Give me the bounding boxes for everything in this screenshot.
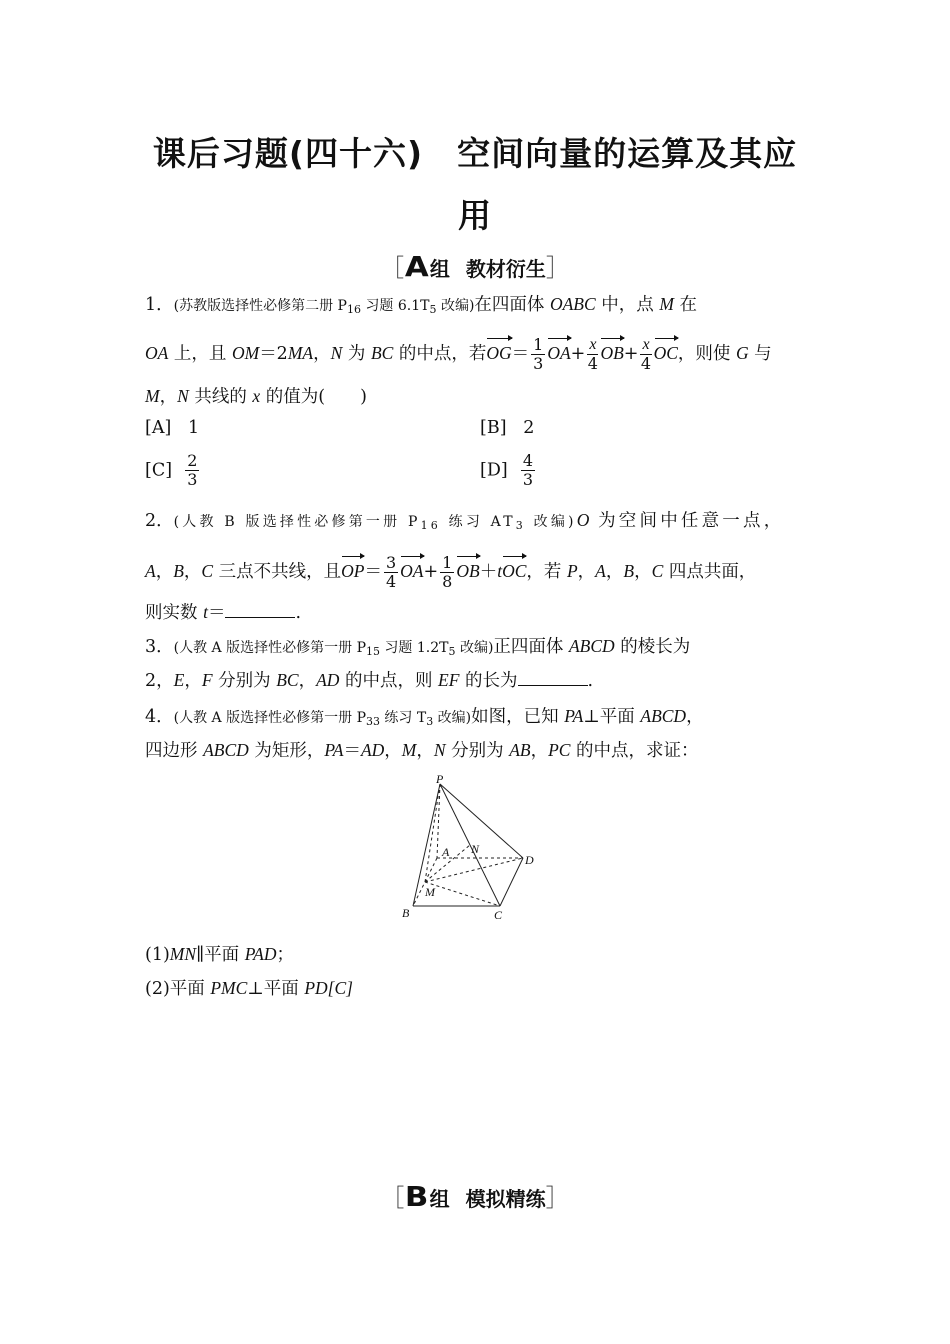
fraction: $\frac{1}{8}$ (442, 553, 453, 591)
bracket-close: ］ (545, 254, 570, 282)
q4-source: (人教 A 版选择性必修第一册 $P_{33}$ 练习 $T_3$ 改编) (173, 710, 472, 728)
label-b: B (402, 906, 410, 920)
answer-blank[interactable] (518, 669, 588, 686)
group-letter: B (405, 1180, 429, 1213)
edge-pd (440, 784, 523, 858)
group-label: 组 (429, 257, 450, 281)
q3-source: (人教 A 版选择性必修第一册 $P_{15}$ 习题 $1.2T_5$ 改编) (173, 640, 494, 658)
q1-line1: 1．(苏教版选择性必修第二册 $P_{16}$ 习题 $6.1T_5$ 改编)在四面体 OABC 中，点 M 在 (145, 294, 697, 316)
fraction: $\frac{1}{3}$ (533, 335, 544, 373)
q1-option-b[interactable]: [B] 2 (480, 418, 535, 438)
page-title-line1: 课后习题(四十六) 空间向量的运算及其应 (152, 134, 798, 173)
q4-line2: 四边形 ABCD 为矩形，PA＝AD，M，N 分别为 AB，PC 的中点，求证： (145, 740, 699, 761)
fraction: $\frac{x}{4}$ (587, 336, 598, 373)
answer-blank[interactable] (225, 601, 295, 618)
fraction: $\frac{3}{4}$ (385, 553, 397, 591)
label-a: A (442, 845, 450, 859)
fraction: $\frac{x}{4}$ (640, 336, 652, 373)
edge-cd (500, 858, 523, 906)
q4-sub1: (1)MN∥平面 PAD； (145, 944, 294, 965)
bracket-close: ］ (545, 1184, 570, 1212)
label-d: D (525, 853, 534, 867)
q2-line3: 则实数 t＝ . (145, 602, 302, 623)
group-a-header (0, 248, 950, 283)
q2-line1: 2．(人教 B 版选择性必修第一册 $P_{16}$ 练习 $AT_3$ 改编)O 为空间中任意一点， (145, 510, 785, 532)
group-name: 模拟精练 (465, 1187, 546, 1211)
group-b-header (0, 1178, 950, 1213)
q3-line1: 3．(人教 A 版选择性必修第一册 $P_{15}$ 习题 $1.2T_5$ 改编)正四面体 ABCD 的棱长为 (145, 636, 691, 658)
q2-line2: A，B，C 三点不共线，且OP＝ $\frac{3}{4}$ OA+ $\frac{1}{8}$ OB＋tOC，若 P，A，B，C 四点共面， (145, 553, 757, 591)
vector-op: OP (341, 561, 365, 581)
segment-mc (425, 882, 500, 906)
bracket-open: ［ (380, 254, 405, 282)
q4-line1: 4．(人教 A 版选择性必修第一册 $P_{33}$ 练习 $T_3$ 改编)如图，已知 PA⊥平面 ABCD， (145, 706, 704, 728)
q4-sub2: (2)平面 PMC⊥平面 PD[C] (145, 978, 353, 999)
q1-option-c[interactable]: [C] $\frac{2}{3}$ (145, 451, 198, 489)
q1-line3: M，N 共线的 x 的值为( ) (145, 386, 367, 407)
q1-line2: OA 上，且 OM＝2MA，N 为 BC 的中点，若OG＝ $\frac{1}{3}$ OA+ $\frac{x}{4}$ OB+ $\frac{x}{4}$ OC，则使 G 与 (145, 335, 772, 373)
label-m: M (425, 885, 435, 899)
label-p: P (436, 772, 444, 786)
pyramid-figure (395, 772, 545, 922)
q3-line2: 2，E，F 分别为 BC，AD 的中点，则 EF 的长为 . (145, 670, 594, 691)
q1-source: (苏教版选择性必修第二册 $P_{16}$ 习题 $6.1T_5$ 改编) (173, 298, 475, 316)
q1-option-a[interactable]: [A] 1 (145, 418, 200, 438)
vector-og: OG (486, 343, 512, 363)
label-c: C (494, 908, 503, 922)
q1-option-d[interactable]: [D] $\frac{4}{3}$ (480, 451, 534, 489)
q2-source: (人教 B 版选择性必修第一册 $P_{16}$ 练习 $AT_3$ 改编) (173, 514, 577, 532)
group-label: 组 (429, 1187, 450, 1211)
group-name: 教材衍生 (465, 257, 546, 281)
fraction: $\frac{2}{3}$ (187, 451, 198, 489)
bracket-open: ［ (380, 1184, 405, 1212)
group-letter: A (405, 250, 429, 283)
fraction: $\frac{4}{3}$ (522, 451, 534, 489)
page-title-line2: 用 (458, 196, 492, 235)
label-n: N (471, 842, 480, 856)
